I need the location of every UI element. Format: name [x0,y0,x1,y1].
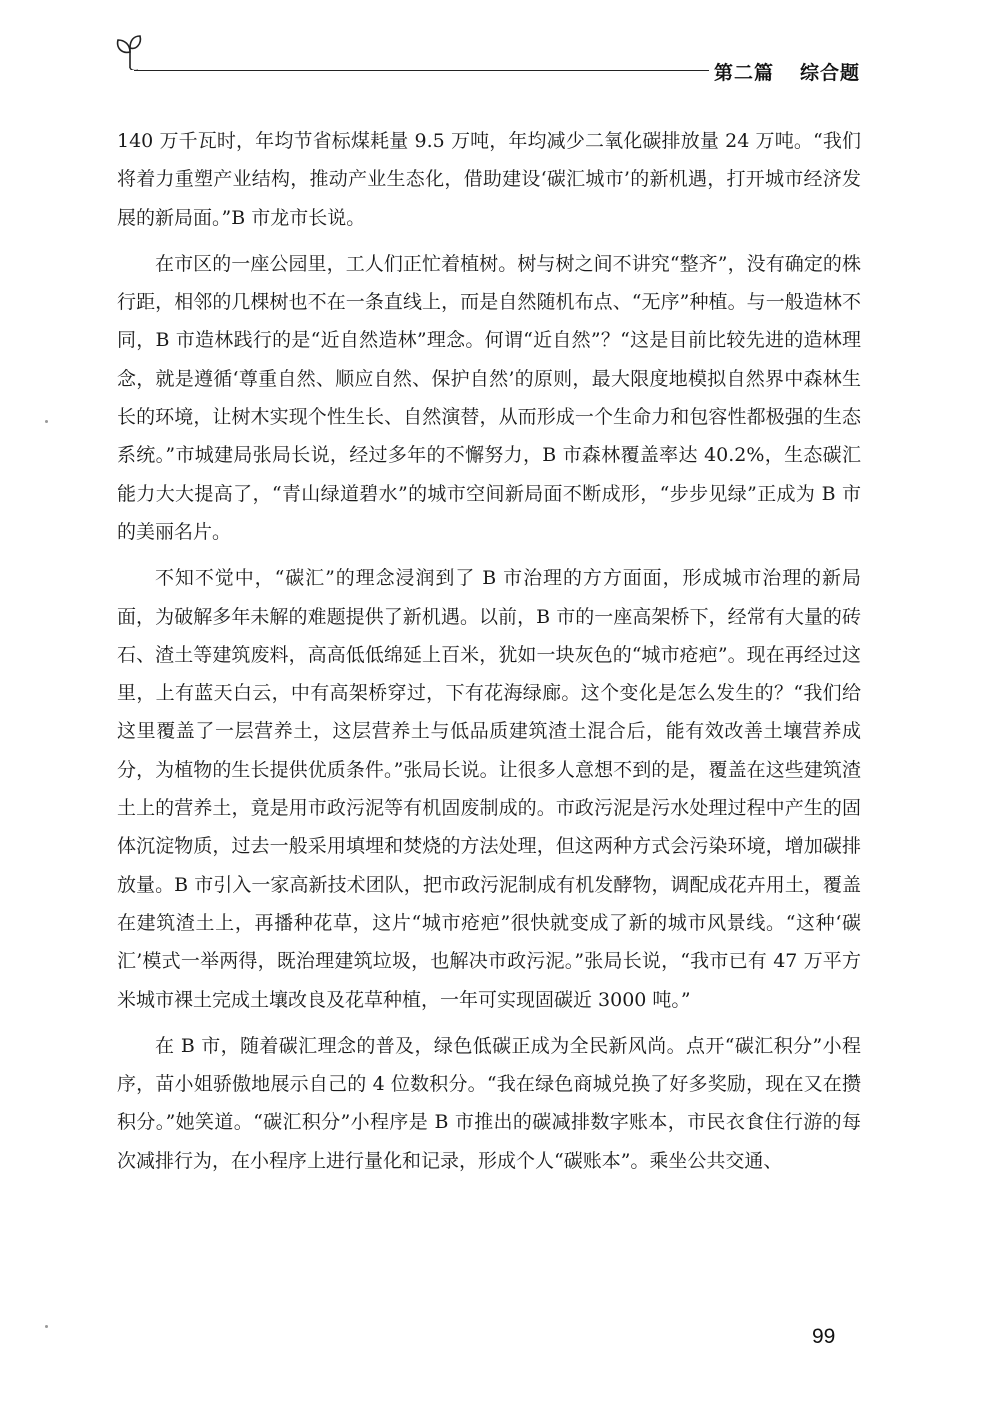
sprout-icon [110,30,150,70]
part-label: 第二篇 [713,62,774,84]
paragraph: 在 B 市，随着碳汇理念的普及，绿色低碳正成为全民新风尚。点开“碳汇积分”小程序，苗小姐骄傲地展示自己的 4 位数积分。“我在绿色商城兑换了好多奖励，现在又在攒积分。”她笑道。“碳汇积分”小程序是 B 市推出的碳减排数字账本，市民衣食住行游的每次减排行为，在小程序上进行量化和记录，形成个人“碳账本”。乘坐公共交通、 [117,1034,861,1172]
section-label: 综合题 [799,62,860,84]
paragraph: 不知不觉中，“碳汇”的理念浸润到了 B 市治理的方方面面，形成城市治理的新局面，为破解多年未解的难题提供了新机遇。以前，B 市的一座高架桥下，经常有大量的砖石、渣土等建筑废料，高高低低绵延上百米，犹如一块灰色的“城市疮疤”。现在再经过这里，上有蓝天白云，中有高架桥穿过，下有花海绿廊。这个变化是怎么发生的？“我们给这里覆盖了一层营养土，这层营养土与低品质建筑渣土混合后，能有效改善土壤营养成分，为植物的生长提供优质条件。”张局长说。让很多人意想不到的是，覆盖在这些建筑渣土上的营养土，竟是用市政污泥等有机固废制成的。市政污泥是污水处理过程中产生的固体沉淀物质，过去一般采用填埋和焚烧的方法处理，但这两种方式会污染环境，增加碳排放量。B 市引入一家高新技术团队，把市政污泥制成有机发酵物，调配成花卉用土，覆盖在建筑渣土上，再播种花草，这片“城市疮疤”很快就变成了新的城市风景线。“这种‘碳汇’模式一举两得，既治理建筑垃圾，也解决市政污泥。”张局长说，“我市已有 47 万平方米城市裸土完成土壤改良及花草种植，一年可实现固碳近 3000 吨。” [117,567,861,1011]
section-title [714,58,860,85]
header-rule [134,70,709,71]
paragraph: 在市区的一座公园里，工人们正忙着植树。树与树之间不讲究“整齐”，没有确定的株行距，相邻的几棵树也不在一条直线上，而是自然随机布点、“无序”种植。与一般造林不同，B 市造林践行的是“近自然造林”理念。何谓“近自然”？“这是目前比较先进的造林理念，就是遵循‘尊重自然、顺应自然、保护自然’的原则，最大限度地模拟自然界中森林生长的环境，让树木实现个性生长、自然演替，从而形成一个生命力和包容性都极强的生态系统。”市城建局张局长说，经过多年的不懈努力，B 市森林覆盖率达 40.2%，生态碳汇能力大大提高了，“青山绿道碧水”的城市空间新局面不断成形，“步步见绿”正成为 B 市的美丽名片。 [117,252,861,543]
page-header [110,30,860,90]
scan-speck [45,1325,48,1328]
scan-speck [45,420,48,423]
paragraph: 140 万千瓦时，年均节省标煤耗量 9.5 万吨，年均减少二氧化碳排放量 24 万吨。“我们将着力重塑产业结构，推动产业生态化，借助建设‘碳汇城市’的新机遇，打开城市经济发展的新局面。”B 市龙市长说。 [117,130,861,229]
page-number: 99 [812,1325,836,1348]
body-text [117,122,861,1188]
